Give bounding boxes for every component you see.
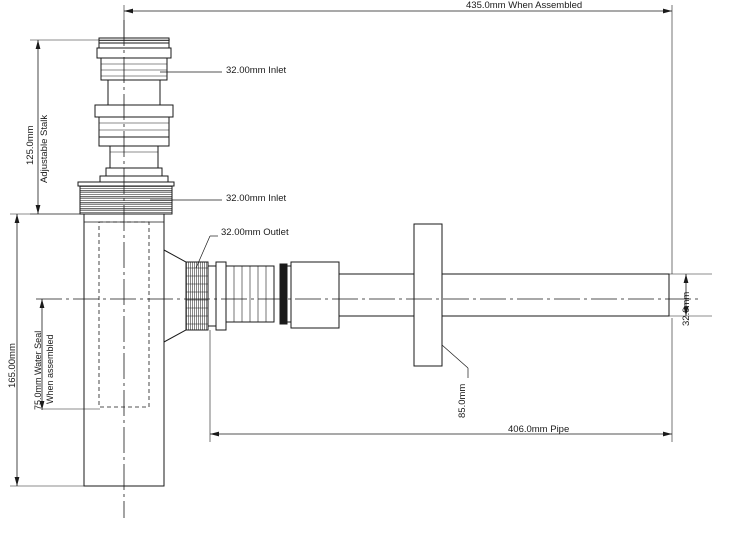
dimension-label-overall-length: 435.0mm When Assembled: [466, 0, 583, 11]
dimension-label-water-seal-note: When assembled: [45, 334, 55, 404]
callout-label-inlet-top: 32.00mm Inlet: [226, 65, 287, 76]
dimension-label-total-height: 165.00mm: [7, 343, 18, 388]
dimension-label-water-seal: 75.0mm Water Seal: [33, 330, 43, 410]
dimension-label-pipe-length: 406.0mm Pipe: [508, 424, 570, 435]
callout-label-inlet-lower: 32.00mm Inlet: [226, 193, 287, 204]
callout-label-outlet: 32.00mm Outlet: [221, 227, 289, 238]
dimension-label-pipe-diameter: 32.0mm: [681, 291, 692, 326]
dimension-label-flange-offset: 85.0mm: [457, 383, 468, 418]
dimension-label-adjustable-stalk-text: Adjustable Stalk: [39, 114, 50, 183]
dimension-label-adjustable-stalk-length: 125.0mm: [25, 125, 36, 165]
